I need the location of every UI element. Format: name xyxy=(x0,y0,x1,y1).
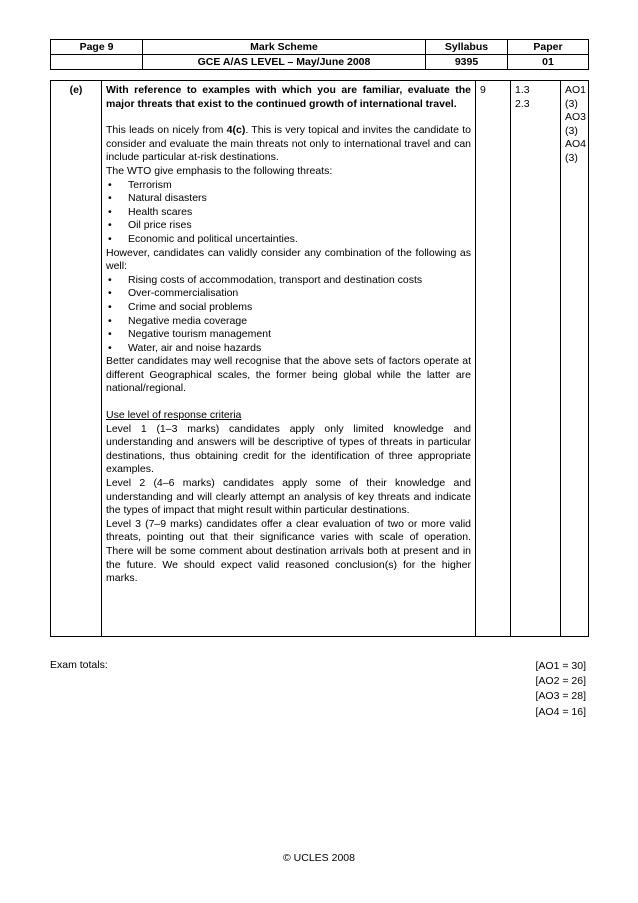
level-1-text: Level 1 (1–3 marks) candidates apply only limited knowledge and understanding and answers will be descriptive of types of threats in particular destinations, thus obtaining credit for the identification of three appropriate examples. xyxy=(106,422,471,476)
spec-refs-cell xyxy=(511,81,561,637)
exam-total-item: [AO4 = 16] xyxy=(535,705,586,718)
other-threat-item xyxy=(106,315,471,329)
wto-threat-item xyxy=(106,206,471,220)
wto-line: The WTO give emphasis to the following threats: xyxy=(106,164,333,177)
question-body xyxy=(102,81,476,637)
other-threat-text: Water, air and noise hazards xyxy=(128,341,262,354)
wto-threat-text: Natural disasters xyxy=(128,192,207,205)
question-marks: 9 xyxy=(476,81,511,637)
other-threat-text: Negative tourism management xyxy=(128,328,271,341)
bullet-icon: • xyxy=(108,232,112,245)
copyright-footer: © UCLES 2008 xyxy=(283,852,355,864)
bullet-icon: • xyxy=(108,300,112,313)
wto-threat-text: Oil price rises xyxy=(128,219,192,232)
bullet-icon: • xyxy=(108,178,112,191)
other-threat-text: Crime and social problems xyxy=(128,300,253,313)
other-threat-text: Negative media coverage xyxy=(128,314,248,327)
ao-ref: AO4 xyxy=(565,138,587,151)
ao-ref: (3) xyxy=(565,124,578,137)
spec-ref: 1.3 xyxy=(515,84,530,96)
exam-total-item: [AO2 = 26] xyxy=(535,675,586,688)
other-threat-text: Over-commercialisation xyxy=(128,287,239,300)
wto-threat-item xyxy=(106,192,471,206)
question-table xyxy=(50,80,589,637)
syllabus-label: Syllabus xyxy=(426,40,508,55)
exam-total-item: [AO3 = 28] xyxy=(535,690,586,703)
wto-threat-item xyxy=(106,219,471,233)
ao-ref: AO1 xyxy=(565,84,587,96)
exam-total-item: [AO1 = 30] xyxy=(535,660,586,672)
ao-ref: (3) xyxy=(565,151,578,164)
intro-paragraph: This leads on nicely from 4(c). This is very topical and invites the candidate to consider and evaluate the main threats not only to international travel and can include particular at-risk destinations. xyxy=(106,124,471,164)
better-candidates-paragraph: Better candidates may well recognise that the above sets of factors operate at different Geographical scales, the former being global while the latter are national/regional. xyxy=(106,355,471,395)
other-threat-item xyxy=(106,274,471,288)
bullet-icon: • xyxy=(108,328,112,341)
other-threat-text: Rising costs of accommodation, transport and destination costs xyxy=(128,273,423,286)
paper-number: 01 xyxy=(508,55,589,70)
bullet-icon: • xyxy=(108,205,112,218)
wto-threat-item xyxy=(106,179,471,193)
doc-subtitle: GCE A/AS LEVEL – May/June 2008 xyxy=(143,55,426,70)
ao-ref: (3) xyxy=(565,97,578,110)
other-threat-list xyxy=(106,274,471,356)
bullet-icon: • xyxy=(108,192,112,205)
spec-ref: 2.3 xyxy=(515,97,530,110)
however-line: However, candidates can validly consider any combination of the following as well: xyxy=(106,246,471,273)
other-threat-item xyxy=(106,301,471,315)
other-threat-item xyxy=(106,342,471,356)
wto-threat-item xyxy=(106,233,471,247)
level-2-text: Level 2 (4–6 marks) candidates apply some of their knowledge and understanding and will clearly attempt an analysis of key threats and indicate the types of impact that might result within particular destinations. xyxy=(106,477,471,517)
wto-threat-list xyxy=(106,179,471,247)
page-header-table xyxy=(50,39,589,70)
bullet-icon: • xyxy=(108,287,112,300)
exam-totals-list xyxy=(520,659,586,720)
header-empty-cell xyxy=(51,55,143,70)
wto-threat-text: Terrorism xyxy=(128,178,172,191)
exam-totals-label: Exam totals: xyxy=(50,659,108,671)
level-3-text: Level 3 (7–9 marks) candidates offer a clear evaluation of two or more valid threats, pointing out that their significance varies with scale of operation. There will be some comment about destination arrivals both at present and in the future. We should expect valid reasoned conclusion(s) for the higher marks. xyxy=(106,517,471,585)
bullet-icon: • xyxy=(108,273,112,286)
question-prompt: With reference to examples with which you are familiar, evaluate the major threats that exist to the continued growth of international travel. xyxy=(106,84,471,110)
question-part: (e) xyxy=(51,81,102,637)
bullet-icon: • xyxy=(108,219,112,232)
syllabus-code: 9395 xyxy=(426,55,508,70)
other-threat-item xyxy=(106,328,471,342)
bullet-icon: • xyxy=(108,341,112,354)
page-number: Page 9 xyxy=(51,40,143,55)
doc-title: Mark Scheme xyxy=(143,40,426,55)
wto-threat-text: Health scares xyxy=(128,205,193,218)
wto-threat-text: Economic and political uncertainties. xyxy=(128,232,298,245)
criteria-heading: Use level of response criteria xyxy=(106,409,242,422)
other-threat-item xyxy=(106,287,471,301)
cross-reference: 4(c) xyxy=(226,124,246,137)
ao-ref: AO3 xyxy=(565,111,587,124)
paper-label: Paper xyxy=(508,40,589,55)
bullet-icon: • xyxy=(108,314,112,327)
ao-refs-cell xyxy=(561,81,589,637)
